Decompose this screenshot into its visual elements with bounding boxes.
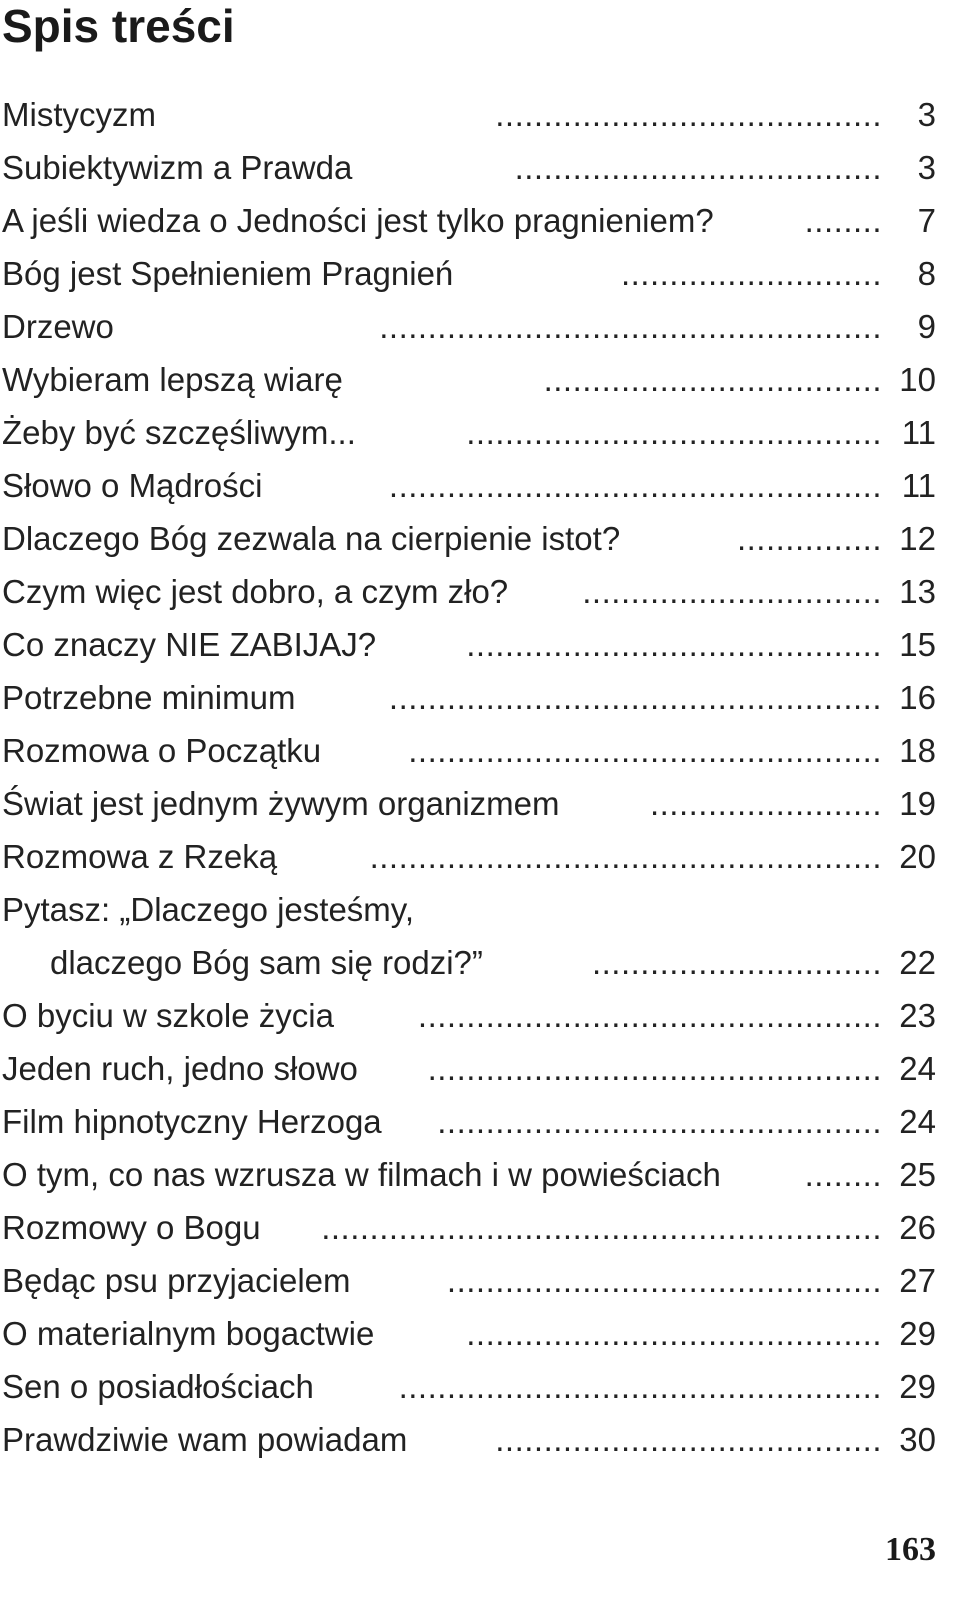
toc-leader-dots: ...................................................	[388, 467, 882, 504]
toc-page-number: 9	[917, 308, 936, 345]
toc-page-number: 11	[901, 467, 936, 504]
page-folio-number: 163	[885, 1531, 936, 1568]
toc-leader-dots: ...........................................	[466, 1315, 882, 1352]
toc-leader-dots: ..................................................	[398, 1368, 882, 1405]
toc-entry	[0, 353, 960, 406]
toc-leader-dots: ..............................................	[437, 1103, 882, 1140]
toc-leader-dots: ...........................................	[466, 626, 882, 663]
toc-leader-dots: .................................................	[408, 732, 882, 769]
toc-page-number: 22	[899, 944, 936, 981]
toc-leader-dots: ...............	[736, 520, 882, 557]
toc-entry-title: O byciu w szkole życia	[2, 997, 334, 1034]
toc-entry	[0, 1042, 960, 1095]
toc-entry-title-continuation: dlaczego Bóg sam się rodzi?”	[50, 944, 483, 981]
toc-leader-dots: ..........................................................	[321, 1209, 882, 1246]
toc-entry	[0, 565, 960, 618]
toc-entry-title: Rozmowy o Bogu	[2, 1209, 261, 1246]
toc-page-number: 19	[899, 785, 936, 822]
toc-entry-title: Będąc psu przyjacielem	[2, 1262, 351, 1299]
toc-entry	[0, 194, 960, 247]
toc-leader-dots: ........	[804, 1156, 882, 1193]
toc-leader-dots: .....................................................	[369, 838, 882, 875]
toc-entry	[0, 1095, 960, 1148]
toc-leader-dots: ...............................	[582, 573, 882, 610]
toc-entry	[0, 1254, 960, 1307]
toc-entry	[0, 1360, 960, 1413]
toc-entry-title: Rozmowa o Początku	[2, 732, 322, 769]
toc-leader-dots: ......................................	[514, 149, 882, 186]
toc-entry	[0, 512, 960, 565]
toc-entry	[0, 88, 960, 141]
toc-entry	[0, 1201, 960, 1254]
toc-page-number: 11	[901, 414, 936, 451]
toc-leader-dots: ........................................	[495, 1421, 882, 1458]
toc-page-number: 16	[899, 679, 936, 716]
toc-entry-title: Prawdziwie wam powiadam	[2, 1421, 408, 1458]
toc-page-number: 3	[917, 149, 936, 186]
toc-page-number: 7	[917, 202, 936, 239]
toc-page-number: 24	[899, 1103, 936, 1140]
toc-entry	[0, 300, 960, 353]
toc-page-number: 25	[899, 1156, 936, 1193]
toc-leader-dots: ...........................................	[466, 414, 882, 451]
toc-entry	[0, 830, 960, 883]
toc-entry-title: Słowo o Mądrości	[2, 467, 263, 504]
toc-leader-dots: ........	[804, 202, 882, 239]
toc-leader-dots: ...........................	[620, 255, 882, 292]
toc-entry	[0, 989, 960, 1042]
table-of-contents	[0, 88, 960, 1466]
toc-page-number: 12	[899, 520, 936, 557]
toc-entry-title: Rozmowa z Rzeką	[2, 838, 278, 875]
toc-entry	[0, 1413, 960, 1466]
toc-leader-dots: ...................................................	[388, 679, 882, 716]
toc-leader-dots: .............................................	[446, 1262, 882, 1299]
toc-leader-dots: ................................................	[417, 997, 882, 1034]
toc-entry-title: Świat jest jednym żywym organizmem	[2, 785, 560, 822]
toc-page-number: 15	[899, 626, 936, 663]
toc-entry-title: Czym więc jest dobro, a czym zło?	[2, 573, 509, 610]
toc-entry-two-line	[0, 883, 960, 989]
toc-entry	[0, 141, 960, 194]
toc-leader-dots: ...................................	[543, 361, 882, 398]
toc-entry	[0, 1148, 960, 1201]
toc-entry-title: Jeden ruch, jedno słowo	[2, 1050, 358, 1087]
toc-page-number: 18	[899, 732, 936, 769]
toc-entry	[0, 618, 960, 671]
toc-page-number: 29	[899, 1315, 936, 1352]
toc-page-number: 20	[899, 838, 936, 875]
page-title: Spis treści	[2, 0, 235, 52]
toc-leader-dots: ........................	[649, 785, 882, 822]
toc-entry-title: O materialnym bogactwie	[2, 1315, 375, 1352]
toc-entry-title: Bóg jest Spełnieniem Pragnień	[2, 255, 454, 292]
toc-leader-dots: ..............................	[591, 944, 882, 981]
toc-entry-title: Pytasz: „Dlaczego jesteśmy,	[2, 891, 415, 928]
toc-page-number: 13	[899, 573, 936, 610]
toc-entry-title: Sen o posiadłościach	[2, 1368, 314, 1405]
toc-entry-title: Żeby być szczęśliwym...	[2, 414, 356, 451]
toc-page-number: 26	[899, 1209, 936, 1246]
toc-entry	[0, 777, 960, 830]
toc-entry	[0, 724, 960, 777]
toc-leader-dots: ....................................................	[379, 308, 882, 345]
toc-entry-title: Film hipnotyczny Herzoga	[2, 1103, 382, 1140]
toc-entry	[0, 247, 960, 300]
toc-entry-title: O tym, co nas wzrusza w filmach i w powieściach	[2, 1156, 721, 1193]
toc-page-number: 24	[899, 1050, 936, 1087]
toc-entry-title: A jeśli wiedza o Jedności jest tylko pragnieniem?	[2, 202, 714, 239]
toc-page-number: 23	[899, 997, 936, 1034]
toc-entry	[0, 1307, 960, 1360]
toc-entry-title: Drzewo	[2, 308, 114, 345]
toc-entry-title: Mistycyzm	[2, 96, 156, 133]
toc-page-number: 27	[899, 1262, 936, 1299]
toc-leader-dots: ...............................................	[427, 1050, 882, 1087]
toc-page-number: 3	[917, 96, 936, 133]
toc-entry	[0, 459, 960, 512]
toc-entry-title: Potrzebne minimum	[2, 679, 296, 716]
toc-page-number: 10	[899, 361, 936, 398]
toc-page-number: 30	[899, 1421, 936, 1458]
toc-entry-title: Co znaczy NIE ZABIJAJ?	[2, 626, 377, 663]
toc-page-number: 8	[917, 255, 936, 292]
toc-entry-title: Wybieram lepszą wiarę	[2, 361, 343, 398]
toc-entry	[0, 406, 960, 459]
toc-entry-title: Dlaczego Bóg zezwala na cierpienie istot?	[2, 520, 621, 557]
toc-leader-dots: ........................................	[495, 96, 882, 133]
toc-page-number: 29	[899, 1368, 936, 1405]
toc-entry	[0, 671, 960, 724]
toc-entry-title: Subiektywizm a Prawda	[2, 149, 353, 186]
